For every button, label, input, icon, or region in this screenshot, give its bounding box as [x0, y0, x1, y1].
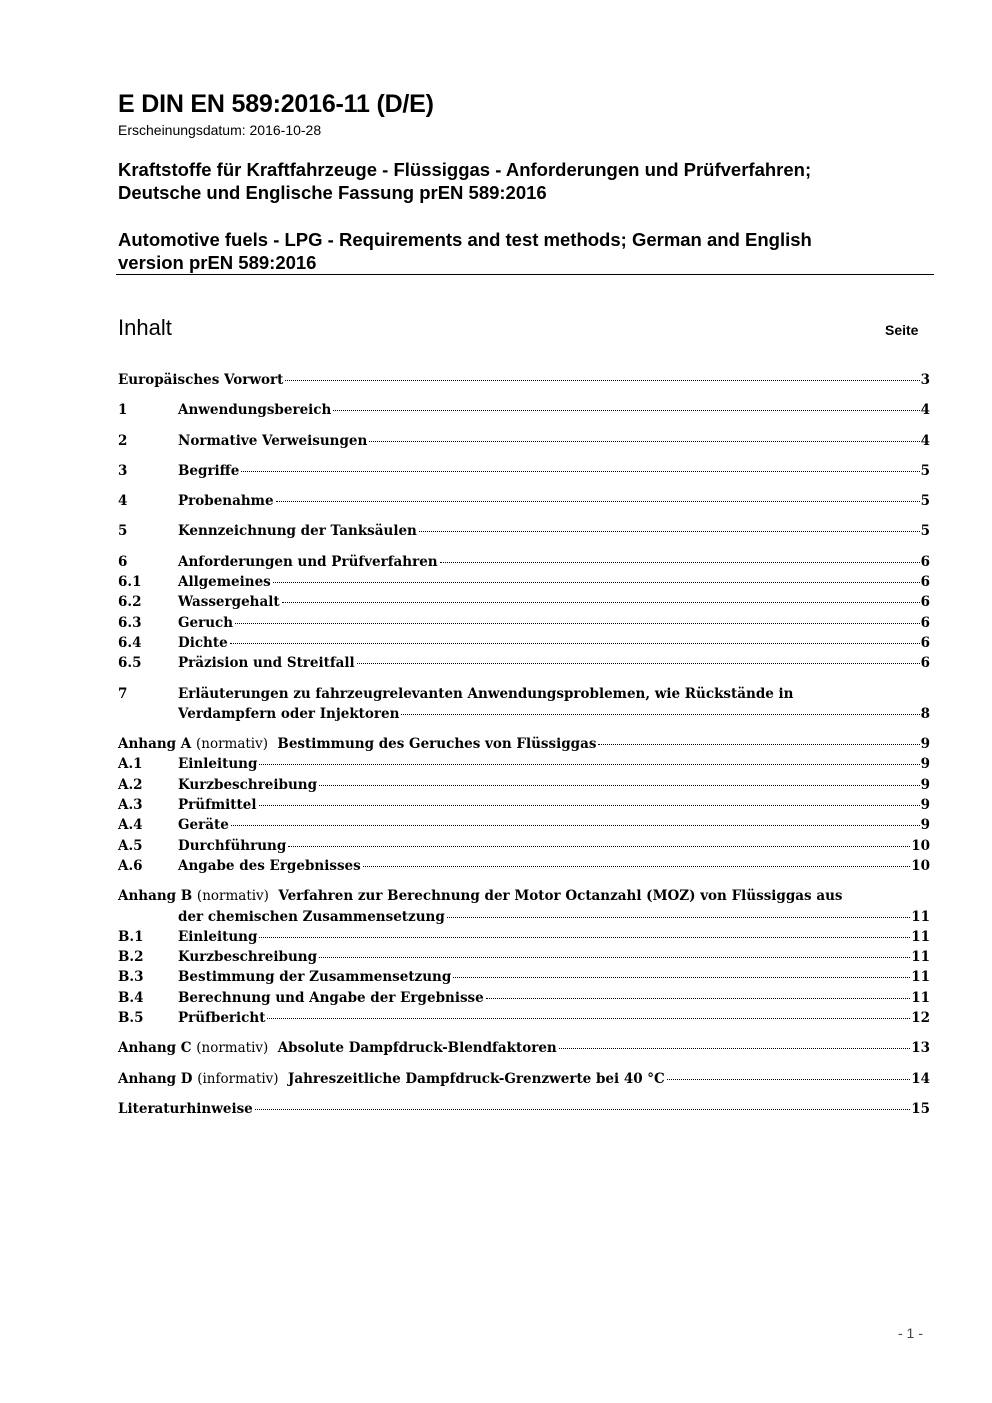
title-german-line-2: Deutsche und Englische Fassung prEN 589:2016: [118, 182, 547, 203]
toc-entry-title: Europäisches Vorwort: [118, 372, 284, 388]
toc-entry-number: B.2: [118, 949, 144, 966]
toc-entry-a-4[interactable]: [118, 815, 930, 835]
toc-entry-number: B.5: [118, 1010, 144, 1027]
toc-entry-title: Anforderungen und Prüfverfahren: [178, 553, 438, 570]
toc-entry-title: Präzision und Streitfall: [178, 655, 355, 672]
toc-entry-page: 9: [920, 797, 930, 814]
toc-entry-page: 11: [911, 949, 930, 966]
title-german: [118, 158, 938, 204]
page-column-label: Seite: [885, 322, 919, 338]
dot-leader: [230, 642, 920, 644]
toc-entry-number: A.4: [118, 817, 143, 834]
publication-date: Erscheinungsdatum: 2016-10-28: [118, 122, 322, 138]
dot-leader: [285, 379, 919, 381]
dot-leader: [259, 763, 919, 765]
toc-annex-label: Anhang D (informativ) Jahreszeitliche Dampfdruck-Grenzwerte bei 40 °C: [118, 1070, 665, 1087]
toc-entry-4[interactable]: [118, 491, 930, 511]
toc-entry-number: A.3: [118, 797, 143, 814]
toc-entry-page: 6: [920, 553, 930, 570]
toc-entry-page: 8: [920, 705, 930, 722]
title-german-line-1: Kraftstoffe für Kraftfahrzeuge - Flüssiggas - Anforderungen und Prüfverfahren;: [118, 159, 812, 180]
title-english-line-1: Automotive fuels - LPG - Requirements and test methods; German and English: [118, 229, 812, 250]
toc-entry-number: A.6: [118, 857, 143, 874]
toc-entry-number: B.1: [118, 928, 144, 945]
table-of-contents: [118, 370, 930, 1119]
dot-leader: [598, 743, 919, 745]
dot-leader: [259, 936, 910, 938]
document-id: E DIN EN 589:2016-11 (D/E): [118, 90, 434, 118]
toc-entry-6-3[interactable]: [118, 613, 930, 633]
toc-entry-number: 6.2: [118, 594, 142, 611]
toc-entry-page: 10: [911, 857, 930, 874]
dot-leader: [453, 976, 910, 978]
toc-entry-page: 13: [911, 1040, 930, 1057]
toc-entry-annex-c[interactable]: [118, 1038, 930, 1058]
toc-entry-title: Geräte: [178, 817, 229, 834]
toc-entry-title: Angabe des Ergebnisses: [178, 857, 361, 874]
toc-entry-title: Prüfmittel: [178, 797, 257, 814]
toc-entry-6-5[interactable]: [118, 653, 930, 673]
toc-entry-number: 6.1: [118, 574, 142, 591]
toc-entry-title: Geruch: [178, 614, 234, 631]
toc-entry-1[interactable]: [118, 400, 930, 420]
toc-entry-6-1[interactable]: [118, 572, 930, 592]
toc-entry-number: 4: [118, 493, 128, 510]
toc-entry-number: B.4: [118, 989, 144, 1006]
toc-entry-title: Berechnung und Angabe der Ergebnisse: [178, 989, 484, 1006]
toc-entry-page: 4: [920, 402, 930, 419]
toc-entry-annex-d[interactable]: [118, 1069, 930, 1089]
toc-entry-annex-a[interactable]: [118, 734, 930, 754]
toc-entry-b-2[interactable]: [118, 947, 930, 967]
toc-entry-page: 5: [920, 493, 930, 510]
toc-entry-5[interactable]: [118, 521, 930, 541]
dot-leader: [447, 916, 910, 918]
toc-entry-page: 6: [920, 594, 930, 611]
dot-leader: [288, 845, 910, 847]
toc-entry-7[interactable]: [118, 684, 930, 725]
toc-entry-page: 6: [920, 614, 930, 631]
toc-entry-title: Probenahme: [178, 493, 274, 510]
toc-entry-page: 11: [911, 989, 930, 1006]
dot-leader: [486, 997, 910, 999]
toc-heading: Inhalt: [118, 315, 172, 340]
page-number: - 1 -: [898, 1325, 923, 1341]
toc-entry-number: A.5: [118, 837, 143, 854]
toc-entry-title: Wassergehalt: [178, 594, 280, 611]
toc-entry-page: 4: [920, 432, 930, 449]
toc-entry-6[interactable]: [118, 552, 930, 572]
toc-entry-title-line-1: Erläuterungen zu fahrzeugrelevanten Anwendungsproblemen, wie Rückstände in: [178, 685, 794, 702]
toc-entry-title: Begriffe: [178, 462, 240, 479]
toc-entry-number: 6: [118, 553, 128, 570]
toc-entry-page: 9: [920, 756, 930, 773]
toc-entry-number: 7: [118, 685, 128, 702]
dot-leader: [357, 662, 920, 664]
toc-entry-foreword[interactable]: [118, 370, 930, 390]
toc-entry-a-3[interactable]: [118, 795, 930, 815]
toc-entry-2[interactable]: [118, 431, 930, 451]
toc-entry-page: 10: [911, 837, 930, 854]
toc-entry-number: 6.5: [118, 655, 142, 672]
toc-entry-a-6[interactable]: [118, 856, 930, 876]
toc-entry-page: 15: [911, 1100, 930, 1117]
toc-entry-title: Literaturhinweise: [118, 1100, 253, 1117]
toc-entry-6-4[interactable]: [118, 633, 930, 653]
toc-entry-page: 9: [920, 776, 930, 793]
toc-entry-annex-b[interactable]: [118, 886, 930, 927]
toc-annex-label: Anhang A (normativ) Bestimmung des Geruches von Flüssiggas: [118, 736, 597, 753]
toc-entry-title: Prüfbericht: [178, 1010, 266, 1027]
dot-leader: [363, 865, 910, 867]
toc-entry-title: Einleitung: [178, 928, 258, 945]
toc-entry-page: 12: [911, 1010, 930, 1027]
toc-entry-b-5[interactable]: [118, 1008, 930, 1028]
dot-leader: [276, 500, 920, 502]
title-divider: [116, 274, 934, 275]
dot-leader: [267, 1017, 910, 1019]
dot-leader: [333, 409, 919, 411]
toc-entry-number: 5: [118, 523, 128, 540]
toc-entry-a-1[interactable]: [118, 754, 930, 774]
toc-entry-page: 11: [911, 908, 930, 925]
dot-leader: [282, 601, 920, 603]
toc-entry-title: Bestimmung der Zusammensetzung: [178, 969, 452, 986]
toc-entry-b-3[interactable]: [118, 967, 930, 987]
dot-leader: [440, 561, 920, 563]
toc-annex-label: Anhang B (normativ) Verfahren zur Berechnung der Motor Octanzahl (MOZ) von Flüssiggas aus: [118, 888, 843, 905]
toc-entry-title: Kurzbeschreibung: [178, 949, 318, 966]
toc-entry-title: Kennzeichnung der Tanksäulen: [178, 523, 417, 540]
dot-leader: [231, 824, 920, 826]
toc-entry-page: 11: [911, 928, 930, 945]
toc-entry-page: 11: [911, 969, 930, 986]
dot-leader: [241, 470, 919, 472]
toc-entry-number: 6.4: [118, 634, 142, 651]
toc-entry-page: 5: [920, 462, 930, 479]
title-english-line-2: version prEN 589:2016: [118, 252, 317, 273]
toc-entry-page: 3: [920, 372, 930, 388]
toc-entry-number: A.1: [118, 756, 143, 773]
dot-leader: [419, 530, 920, 532]
toc-entry-page: 6: [920, 634, 930, 651]
toc-entry-b-4[interactable]: [118, 988, 930, 1008]
toc-entry-page: 6: [920, 655, 930, 672]
dot-leader: [319, 956, 910, 958]
toc-entry-title: Dichte: [178, 634, 228, 651]
dot-leader: [401, 713, 919, 715]
dot-leader: [667, 1078, 910, 1080]
toc-entry-number: 1: [118, 402, 128, 419]
toc-entry-title: Durchführung: [178, 837, 287, 854]
toc-entry-page: 6: [920, 574, 930, 591]
toc-entry-title-line-2: Verdampfern oder Injektoren: [178, 705, 400, 722]
toc-entry-number: 6.3: [118, 614, 142, 631]
dot-leader: [259, 804, 920, 806]
dot-leader: [255, 1108, 910, 1110]
toc-entry-6-2[interactable]: [118, 592, 930, 612]
toc-annex-label: Anhang C (normativ) Absolute Dampfdruck-Blendfaktoren: [118, 1040, 557, 1057]
toc-entry-3[interactable]: [118, 461, 930, 481]
toc-entry-page: 9: [920, 817, 930, 834]
dot-leader: [369, 440, 919, 442]
toc-entry-b-1[interactable]: [118, 927, 930, 947]
toc-entry-page: 14: [911, 1070, 930, 1087]
title-english: [118, 228, 938, 274]
toc-entry-title: Kurzbeschreibung: [178, 776, 318, 793]
toc-entry-bibliography[interactable]: [118, 1099, 930, 1119]
toc-entry-number: A.2: [118, 776, 143, 793]
toc-entry-page: 5: [920, 523, 930, 540]
toc-entry-number: B.3: [118, 969, 144, 986]
toc-entry-title-line-2: der chemischen Zusammensetzung: [178, 908, 445, 925]
toc-entry-a-5[interactable]: [118, 836, 930, 856]
toc-entry-title: Normative Verweisungen: [178, 432, 368, 449]
toc-entry-number: 2: [118, 432, 128, 449]
toc-entry-title: Anwendungsbereich: [178, 402, 332, 419]
dot-leader: [319, 784, 920, 786]
dot-leader: [235, 622, 920, 624]
toc-entry-title: Einleitung: [178, 756, 258, 773]
dot-leader: [273, 581, 920, 583]
dot-leader: [559, 1047, 910, 1049]
toc-entry-title: Allgemeines: [178, 574, 271, 591]
toc-entry-a-2[interactable]: [118, 775, 930, 795]
toc-entry-page: 9: [920, 736, 930, 753]
toc-entry-number: 3: [118, 462, 128, 479]
